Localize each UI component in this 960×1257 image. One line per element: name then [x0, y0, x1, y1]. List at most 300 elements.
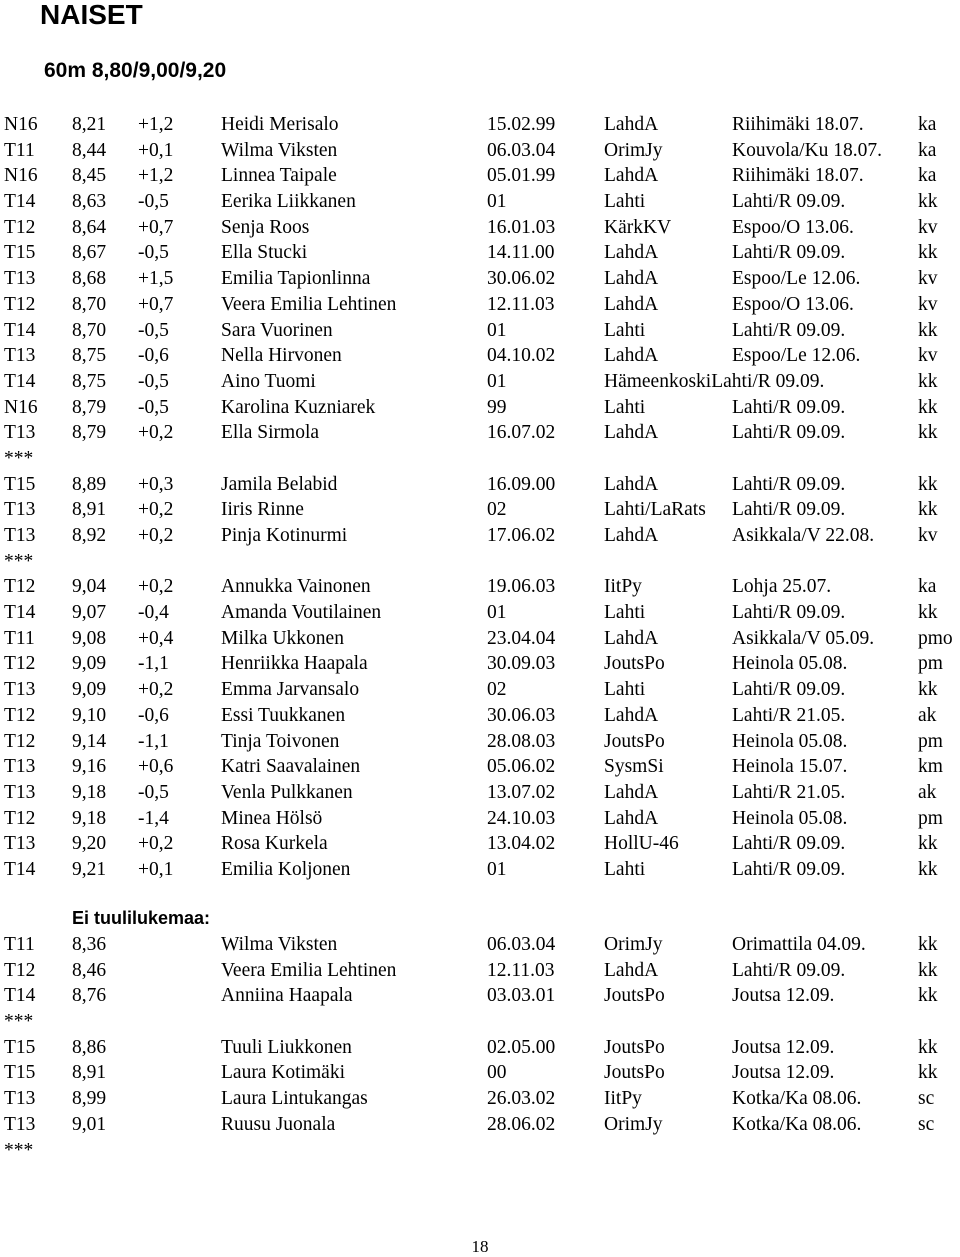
- result-row: [0, 292, 960, 318]
- result-time: 9,04: [72, 576, 107, 598]
- result-time: 8,45: [72, 165, 107, 187]
- results-list-no-wind: [0, 932, 960, 1163]
- competition-code: km: [918, 756, 943, 778]
- result-row: [0, 1086, 960, 1112]
- birth-date: 02: [487, 499, 507, 521]
- competition-code: kv: [918, 525, 938, 546]
- birth-date: 13.04.02: [487, 833, 556, 855]
- competition-code: kk: [918, 959, 938, 981]
- wind-reading: +0,2: [138, 679, 174, 701]
- club: LahdA: [604, 525, 659, 546]
- age-class: T12: [4, 216, 36, 238]
- no-wind-heading: Ei tuulilukemaa:: [72, 908, 211, 928]
- birth-date: 24.10.03: [487, 807, 556, 829]
- competition-code: ka: [918, 576, 937, 598]
- result-time: 8,76: [72, 985, 107, 1007]
- wind-reading: -0,5: [138, 242, 169, 264]
- competition-code: pm: [918, 807, 943, 829]
- result-time: 9,18: [72, 807, 107, 829]
- venue-date: Heinola 15.07.: [732, 756, 848, 778]
- result-row: [0, 369, 960, 395]
- athlete-name: Ella Sirmola: [221, 422, 320, 444]
- athlete-name: Ruusu Juonala: [221, 1113, 336, 1135]
- age-class: T12: [4, 576, 36, 598]
- athlete-name: Tuuli Liukkonen: [221, 1036, 352, 1058]
- club: LahdA: [604, 242, 659, 264]
- result-time: 8,91: [72, 1062, 107, 1084]
- athlete-name: Laura Lintukangas: [221, 1088, 368, 1110]
- club: OrimJy: [604, 934, 663, 955]
- page-title: NAISET: [40, 0, 143, 30]
- venue-date: Espoo/Le 12.06.: [732, 268, 861, 290]
- athlete-name: Amanda Voutilainen: [221, 602, 382, 624]
- result-row: [0, 240, 960, 266]
- wind-reading: +0,6: [138, 756, 174, 778]
- competition-code: kk: [918, 319, 938, 341]
- athlete-name: Linnea Taipale: [221, 165, 337, 187]
- result-time: 9,07: [72, 602, 107, 624]
- birth-date: 16.07.02: [487, 422, 556, 444]
- result-row: [0, 1035, 960, 1061]
- competition-code: pm: [918, 653, 943, 675]
- result-time: 8,21: [72, 114, 107, 135]
- athlete-name: Sara Vuorinen: [221, 319, 333, 341]
- result-time: 8,67: [72, 242, 107, 264]
- competition-code: ak: [918, 781, 937, 803]
- result-time: 8,70: [72, 293, 107, 315]
- age-class: N16: [4, 396, 38, 418]
- athlete-name: Anniina Haapala: [221, 985, 353, 1007]
- wind-reading: +1,5: [138, 268, 174, 290]
- age-class: T13: [4, 345, 36, 367]
- venue-date: Lahti/R 09.09.: [732, 473, 846, 495]
- birth-date: 12.11.03: [487, 293, 555, 315]
- wind-reading: -1,4: [138, 807, 169, 829]
- competition-code: kk: [918, 422, 938, 444]
- birth-date: 30.09.03: [487, 653, 556, 675]
- venue-date: Asikkala/V 22.08.: [732, 525, 875, 546]
- club: LahdA: [604, 165, 659, 187]
- age-class: T13: [4, 422, 36, 444]
- result-row: [0, 138, 960, 164]
- separator-asterisks: ***: [4, 550, 34, 572]
- athlete-name: Katri Saavalainen: [221, 756, 361, 778]
- age-class: T13: [4, 499, 36, 521]
- club: JoutsPo: [604, 985, 665, 1007]
- birth-date: 05.01.99: [487, 165, 556, 187]
- athlete-name: Annukka Vainonen: [221, 576, 371, 598]
- wind-reading: -0,6: [138, 345, 169, 367]
- result-row: [0, 420, 960, 446]
- venue-date: Lahti/R 09.09.: [732, 833, 846, 855]
- competition-code: ka: [918, 139, 937, 161]
- age-class: T13: [4, 781, 36, 803]
- competition-code: kk: [918, 858, 938, 880]
- club: OrimJy: [604, 139, 663, 161]
- result-time: 9,09: [72, 653, 107, 675]
- venue-date: Lahti/R 09.09.: [732, 422, 846, 444]
- birth-date: 01: [487, 370, 507, 392]
- result-time: 8,92: [72, 525, 107, 546]
- result-time: 9,09: [72, 679, 107, 701]
- wind-reading: -0,5: [138, 396, 169, 418]
- competition-code: kk: [918, 473, 938, 495]
- result-time: 8,36: [72, 934, 107, 955]
- competition-code: kv: [918, 268, 938, 290]
- venue-date: Heinola 05.08.: [732, 730, 848, 752]
- venue-date: Joutsa 12.09.: [732, 1036, 835, 1058]
- birth-date: 12.11.03: [487, 959, 555, 981]
- athlete-name: Pinja Kotinurmi: [221, 525, 348, 546]
- venue-date: Lahti/R 09.09.: [732, 242, 846, 264]
- athlete-name: Wilma Viksten: [221, 934, 338, 955]
- competition-code: kv: [918, 345, 938, 367]
- athlete-name: Heidi Merisalo: [221, 114, 339, 135]
- birth-date: 28.08.03: [487, 730, 556, 752]
- result-row: [0, 958, 960, 984]
- wind-reading: -0,5: [138, 191, 169, 213]
- result-time: 9,16: [72, 756, 107, 778]
- result-row: [0, 112, 960, 138]
- club: LahdA: [604, 807, 659, 829]
- age-class: T11: [4, 934, 35, 955]
- result-time: 9,14: [72, 730, 107, 752]
- venue-date: Lahti/R 09.09.: [732, 959, 846, 981]
- birth-date: 16.01.03: [487, 216, 556, 238]
- venue-date: Espoo/Le 12.06.: [732, 345, 861, 367]
- venue-date: Joutsa 12.09.: [732, 1062, 835, 1084]
- club: Lahti: [604, 319, 646, 341]
- club: JoutsPo: [604, 1062, 665, 1084]
- competition-code: kk: [918, 1062, 938, 1084]
- athlete-name: Essi Tuukkanen: [221, 704, 346, 726]
- result-time: 8,63: [72, 191, 107, 213]
- result-row: [0, 472, 960, 498]
- wind-reading: +0,7: [138, 293, 174, 315]
- result-time: 9,01: [72, 1113, 107, 1135]
- result-time: 8,79: [72, 396, 107, 418]
- birth-date: 19.06.03: [487, 576, 556, 598]
- wind-reading: +0,2: [138, 833, 174, 855]
- club: HollU-46: [604, 833, 679, 855]
- result-time: 8,91: [72, 499, 107, 521]
- birth-date: 28.06.02: [487, 1113, 556, 1135]
- birth-date: 04.10.02: [487, 345, 556, 367]
- venue-date: Espoo/O 13.06.: [732, 293, 854, 315]
- venue-date: Kotka/Ka 08.06.: [732, 1113, 862, 1135]
- age-class: T12: [4, 704, 36, 726]
- venue-date: Lahti/R 09.09.: [732, 858, 846, 880]
- wind-reading: -0,5: [138, 781, 169, 803]
- venue-date: Joutsa 12.09.: [732, 985, 835, 1007]
- result-time: 8,86: [72, 1036, 107, 1058]
- result-row: [0, 395, 960, 421]
- venue-date: Espoo/O 13.06.: [732, 216, 854, 238]
- wind-reading: +1,2: [138, 165, 174, 187]
- club: Lahti: [604, 858, 646, 880]
- club: IitPy: [604, 1088, 642, 1110]
- birth-date: 06.03.04: [487, 139, 556, 161]
- result-row: [0, 983, 960, 1009]
- club: LahdA: [604, 627, 659, 649]
- result-row: [0, 626, 960, 652]
- result-row: [0, 1112, 960, 1138]
- wind-reading: +0,7: [138, 216, 174, 238]
- age-class: T14: [4, 319, 36, 341]
- result-row: [0, 703, 960, 729]
- venue-date: Asikkala/V 05.09.: [732, 627, 875, 649]
- result-time: 8,79: [72, 422, 107, 444]
- wind-reading: -1,1: [138, 653, 169, 675]
- birth-date: 14.11.00: [487, 242, 555, 264]
- result-row: [0, 600, 960, 626]
- competition-code: kk: [918, 1036, 938, 1058]
- result-time: 9,10: [72, 704, 107, 726]
- wind-reading: +0,1: [138, 139, 174, 161]
- club: JoutsPo: [604, 730, 665, 752]
- age-class: T13: [4, 833, 36, 855]
- club: LahdA: [604, 473, 659, 495]
- wind-reading: +0,2: [138, 576, 174, 598]
- age-class: T14: [4, 602, 36, 624]
- birth-date: 01: [487, 191, 507, 213]
- competition-code: kk: [918, 833, 938, 855]
- wind-reading: -0,6: [138, 704, 169, 726]
- result-row: [0, 318, 960, 344]
- club: LahdA: [604, 345, 659, 367]
- result-row: [0, 857, 960, 883]
- birth-date: 02: [487, 679, 507, 701]
- birth-date: 15.02.99: [487, 114, 556, 135]
- competition-code: kv: [918, 216, 938, 238]
- venue-date: Riihimäki 18.07.: [732, 165, 864, 187]
- age-class: T15: [4, 1036, 36, 1058]
- club: LahdA: [604, 293, 659, 315]
- competition-code: kv: [918, 293, 938, 315]
- birth-date: 13.07.02: [487, 781, 556, 803]
- result-row: [0, 806, 960, 832]
- venue-date: Lahti/R 09.09.: [732, 191, 846, 213]
- club: LahdA: [604, 268, 659, 290]
- competition-code: kk: [918, 679, 938, 701]
- age-class: T12: [4, 730, 36, 752]
- competition-code: sc: [918, 1113, 935, 1135]
- event-subtitle: 60m 8,80/9,00/9,20: [44, 59, 227, 82]
- club: IitPy: [604, 576, 642, 598]
- competition-code: sc: [918, 1088, 935, 1110]
- age-class: T14: [4, 370, 36, 392]
- venue-date: Lahti/R 09.09.: [732, 396, 846, 418]
- result-row: [0, 189, 960, 215]
- athlete-name: Aino Tuomi: [221, 370, 316, 392]
- club: SysmSi: [604, 756, 664, 778]
- age-class: T13: [4, 1088, 36, 1110]
- result-row: [0, 1060, 960, 1086]
- age-class: T12: [4, 959, 36, 981]
- birth-date: 30.06.02: [487, 268, 556, 290]
- wind-reading: -1,1: [138, 730, 169, 752]
- venue-date: Lahti/R 09.09.: [732, 319, 846, 341]
- athlete-name: Veera Emilia Lehtinen: [221, 293, 397, 315]
- result-time: 8,75: [72, 345, 107, 367]
- club: LahdA: [604, 959, 659, 981]
- venue-date: Kouvola/Ku 18.07.: [732, 139, 883, 161]
- athlete-name: Karolina Kuzniarek: [221, 396, 376, 418]
- page-number: 18: [471, 1237, 489, 1256]
- venue-date: Orimattila 04.09.: [732, 934, 866, 955]
- age-class: T13: [4, 268, 36, 290]
- result-time: 8,75: [72, 370, 107, 392]
- separator-asterisks: ***: [4, 1139, 34, 1161]
- athlete-name: Senja Roos: [221, 216, 310, 238]
- club: HämeenkoskiLahti/R 09.09.: [604, 370, 825, 392]
- age-class: T12: [4, 293, 36, 315]
- venue-date: Lahti/R 09.09.: [732, 679, 846, 701]
- athlete-name: Emma Jarvansalo: [221, 679, 360, 701]
- athlete-name: Eerika Liikkanen: [221, 191, 356, 213]
- competition-code: ka: [918, 114, 937, 135]
- club: Lahti: [604, 602, 646, 624]
- age-class: T13: [4, 679, 36, 701]
- wind-reading: +0,2: [138, 499, 174, 521]
- birth-date: 17.06.02: [487, 525, 556, 546]
- competition-code: ak: [918, 704, 937, 726]
- result-time: 8,89: [72, 473, 107, 495]
- club: Lahti: [604, 679, 646, 701]
- result-row: [0, 729, 960, 755]
- birth-date: 30.06.03: [487, 704, 556, 726]
- venue-date: Kotka/Ka 08.06.: [732, 1088, 862, 1110]
- birth-date: 26.03.02: [487, 1088, 556, 1110]
- venue-date: Heinola 05.08.: [732, 653, 848, 675]
- result-time: 9,18: [72, 781, 107, 803]
- age-class: T13: [4, 525, 36, 546]
- age-class: T14: [4, 858, 36, 880]
- age-class: T13: [4, 1113, 36, 1135]
- result-row: [0, 163, 960, 189]
- result-row: [0, 651, 960, 677]
- wind-reading: +0,2: [138, 422, 174, 444]
- age-class: T15: [4, 1062, 36, 1084]
- birth-date: 01: [487, 858, 507, 880]
- birth-date: 16.09.00: [487, 473, 556, 495]
- athlete-name: Tinja Toivonen: [221, 730, 340, 752]
- athlete-name: Emilia Koljonen: [221, 858, 351, 880]
- athlete-name: Henriikka Haapala: [221, 653, 368, 675]
- result-row: [0, 497, 960, 523]
- result-time: 9,20: [72, 833, 107, 855]
- wind-reading: -0,5: [138, 370, 169, 392]
- club: JoutsPo: [604, 653, 665, 675]
- competition-code: kk: [918, 191, 938, 213]
- age-class: N16: [4, 114, 38, 135]
- venue-date: Lohja 25.07.: [732, 576, 832, 598]
- athlete-name: Laura Kotimäki: [221, 1062, 345, 1084]
- wind-reading: +0,1: [138, 858, 174, 880]
- competition-code: kk: [918, 602, 938, 624]
- age-class: T11: [4, 627, 35, 649]
- results-list-wind: [0, 112, 960, 883]
- athlete-name: Venla Pulkkanen: [221, 781, 353, 803]
- club: Lahti: [604, 191, 646, 213]
- result-time: 9,08: [72, 627, 107, 649]
- athlete-name: Emilia Tapionlinna: [221, 268, 371, 290]
- athlete-name: Wilma Viksten: [221, 139, 338, 161]
- club: LahdA: [604, 704, 659, 726]
- club: Lahti/LaRats: [604, 499, 706, 521]
- wind-reading: +0,2: [138, 525, 174, 546]
- athlete-name: Veera Emilia Lehtinen: [221, 959, 397, 981]
- age-class: T11: [4, 139, 35, 161]
- result-row: [0, 780, 960, 806]
- result-time: 8,70: [72, 319, 107, 341]
- wind-reading: -0,5: [138, 319, 169, 341]
- wind-reading: +0,3: [138, 473, 174, 495]
- birth-date: 00: [487, 1062, 507, 1084]
- competition-code: kk: [918, 370, 938, 392]
- age-class: T12: [4, 653, 36, 675]
- age-class: T15: [4, 473, 36, 495]
- venue-date: Lahti/R 09.09.: [732, 602, 846, 624]
- result-row: [0, 574, 960, 600]
- birth-date: 23.04.04: [487, 627, 556, 649]
- birth-date: 03.03.01: [487, 985, 556, 1007]
- result-row: [0, 343, 960, 369]
- competition-code: kk: [918, 499, 938, 521]
- result-row: [0, 831, 960, 857]
- result-time: 8,64: [72, 216, 107, 238]
- competition-code: kk: [918, 934, 938, 955]
- age-class: T13: [4, 756, 36, 778]
- competition-code: kk: [918, 242, 938, 264]
- birth-date: 01: [487, 602, 507, 624]
- result-row: [0, 215, 960, 241]
- club: LahdA: [604, 114, 659, 135]
- venue-date: Heinola 05.08.: [732, 807, 848, 829]
- age-class: T12: [4, 807, 36, 829]
- club: LahdA: [604, 781, 659, 803]
- athlete-name: Jamila Belabid: [221, 473, 338, 495]
- club: KärkKV: [604, 216, 672, 238]
- athlete-name: Ella Stucki: [221, 242, 308, 264]
- athlete-name: Iiris Rinne: [221, 499, 304, 521]
- age-class: T14: [4, 191, 36, 213]
- result-row: [0, 754, 960, 780]
- competition-code: pmo: [918, 627, 953, 649]
- birth-date: 01: [487, 319, 507, 341]
- birth-date: 05.06.02: [487, 756, 556, 778]
- result-time: 8,44: [72, 139, 107, 161]
- age-class: N16: [4, 165, 38, 187]
- result-time: 8,99: [72, 1088, 107, 1110]
- venue-date: Lahti/R 21.05.: [732, 704, 846, 726]
- wind-reading: +0,4: [138, 627, 174, 649]
- athlete-name: Milka Ukkonen: [221, 627, 344, 649]
- club: Lahti: [604, 396, 646, 418]
- competition-code: kk: [918, 985, 938, 1007]
- separator-asterisks: ***: [4, 1011, 34, 1033]
- venue-date: Lahti/R 21.05.: [732, 781, 846, 803]
- result-row: [0, 523, 960, 549]
- competition-code: pm: [918, 730, 943, 752]
- birth-date: 06.03.04: [487, 934, 556, 955]
- result-time: 9,21: [72, 858, 107, 880]
- result-row: [0, 932, 960, 958]
- result-time: 8,46: [72, 959, 107, 981]
- age-class: T14: [4, 985, 36, 1007]
- wind-reading: +1,2: [138, 114, 174, 135]
- athlete-name: Minea Hölsö: [221, 807, 323, 829]
